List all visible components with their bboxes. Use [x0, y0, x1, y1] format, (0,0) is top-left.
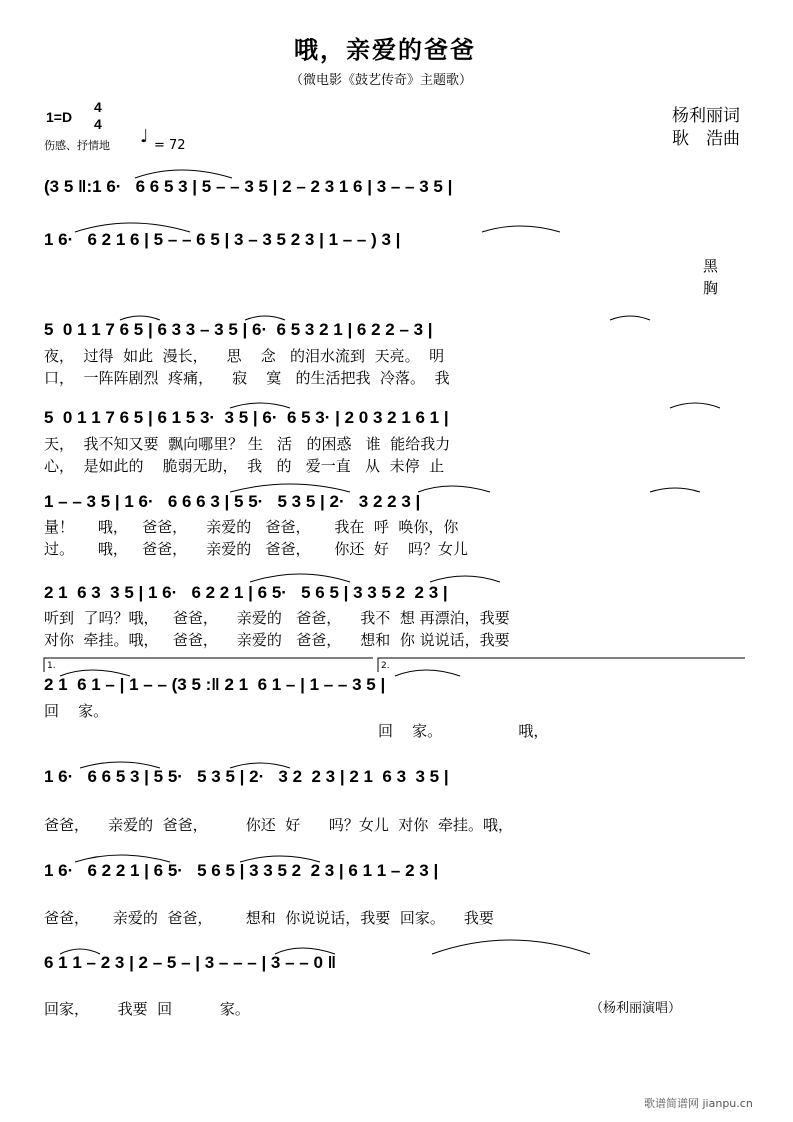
- notation-row: 1 6· 6 6 5 3 | 5 5· 5 3 5 | 2· 3 2 2 3 | 2 1 6 3 3 5 |: [44, 767, 449, 786]
- slur-mark: [610, 316, 650, 320]
- watermark: 歌谱简谱网 jianpu.cn: [644, 1097, 753, 1110]
- lyric-line: 心， 是如此的 脆弱无助， 我 的 爱一直 从 未停 止: [44, 457, 445, 475]
- lyric-line: 黑: [703, 257, 719, 275]
- slur-mark: [60, 949, 100, 954]
- lyric-line: 胸: [703, 279, 719, 297]
- expression-mark: 伤感、抒情地: [44, 139, 110, 152]
- notation-row: 2 1 6 3 3 5 | 1 6· 6 2 2 1 | 6 5· 5 6 5 | 3 3 5 2 2 3 |: [44, 583, 448, 602]
- slur-mark: [80, 762, 160, 768]
- lyric-line: 回家， 我要 回 家。: [44, 1000, 250, 1018]
- slur-mark: [75, 223, 190, 232]
- lyric-line: 爸爸， 亲爱的 爸爸， 你还 好 吗？女儿 对你 牵挂。哦，: [44, 816, 513, 834]
- slur-mark: [240, 856, 320, 862]
- slur-mark: [418, 486, 490, 492]
- slur-mark: [75, 855, 170, 862]
- meter-top: 4: [94, 99, 102, 115]
- slur-mark: [650, 488, 700, 492]
- notation-row: (3 5 ‖:1 6· 6 6 5 3 | 5 – – 3 5 | 2 – 2 3 1 6 | 3 – – 3 5 |: [44, 177, 453, 196]
- notation-row: 6 1 1 – 2 3 | 2 – 5 – | 3 – – – | 3 – – 0 ‖: [44, 953, 337, 972]
- volta-1-label: 1.: [47, 661, 56, 671]
- slur-mark: [250, 574, 350, 582]
- lyric-line: 回 家。 哦，: [378, 722, 549, 740]
- slur-mark: [60, 670, 130, 676]
- lyric-line: 量！ 哦， 爸爸， 亲爱的 爸爸， 我在 呼 唤你，你: [44, 518, 459, 536]
- slur-mark: [395, 670, 460, 676]
- quarter-note-icon: ♩: [140, 126, 149, 147]
- slur-mark: [670, 403, 720, 408]
- lyricist-credit: 杨利丽词: [672, 106, 740, 126]
- slur-mark: [120, 316, 160, 320]
- lyric-line: 天， 我不知又要 飘向哪里？ 生 活 的困惑 谁 能给我力: [44, 435, 451, 453]
- composer-credit: 耿 浩曲: [672, 129, 740, 149]
- notation-row: 5 0 1 1 7 6 5 | 6 1 5 3· 3 5 | 6· 6 5 3· | 2 0 3 2 1 6 1 |: [44, 408, 449, 427]
- notation-row: 1 – – 3 5 | 1 6· 6 6 6 3 | 5 5· 5 3 5 | 2· 3 2 2 3 |: [44, 492, 421, 511]
- lyric-line: 过。 哦， 爸爸， 亲爱的 爸爸， 你还 好 吗？女儿: [44, 540, 468, 558]
- lyric-line: 回 家。: [44, 702, 109, 720]
- notation-row: 1 6· 6 2 1 6 | 5 – – 6 5 | 3 – 3 5 2 3 | 1 – – ) 3 |: [44, 230, 401, 249]
- notation-row: 2 1 6 1 – | 1 – – (3 5 :‖ 2 1 6 1 – | 1 – – 3 5 |: [44, 675, 386, 694]
- song-subtitle: （微电影《鼓艺传奇》主题歌）: [290, 73, 473, 88]
- slur-mark: [230, 484, 350, 492]
- slur-mark: [230, 403, 290, 408]
- key-signature: 1=D: [46, 109, 73, 125]
- slur-mark: [135, 170, 232, 178]
- lyric-line: 爸爸， 亲爱的 爸爸， 想和 你说说话，我要 回家。 我要: [44, 909, 494, 927]
- lyric-line: 口， 一阵阵剧烈 疼痛， 寂 寞 的生活把我 冷落。 我: [44, 369, 450, 387]
- lyric-line: 夜， 过得 如此 漫长， 思 念 的泪水流到 天亮。 明: [44, 347, 445, 365]
- lyric-line: 对你 牵挂。哦， 爸爸， 亲爱的 爸爸， 想和 你 说说话，我要: [44, 631, 510, 649]
- notation-row: 1 6· 6 2 2 1 | 6 5· 5 6 5 | 3 3 5 2 2 3 | 6 1 1 – 2 3 |: [44, 861, 439, 880]
- slur-mark: [245, 316, 285, 320]
- notation-row: 5 0 1 1 7 6 5 | 6 3 3 – 3 5 | 6· 6 5 3 2 1 | 6 2 2 – 3 |: [44, 320, 433, 339]
- tempo-mark: = 72: [154, 138, 186, 153]
- slur-mark: [432, 940, 590, 954]
- song-title: 哦，亲爱的爸爸: [294, 36, 476, 64]
- volta-2-label: 2.: [381, 661, 390, 671]
- slur-mark: [275, 948, 335, 954]
- lyric-line: 听到 了吗？哦， 爸爸， 亲爱的 爸爸， 我不 想 再漂泊，我要: [44, 609, 510, 627]
- slur-mark: [430, 576, 500, 582]
- slur-mark: [230, 763, 290, 768]
- slur-mark: [482, 226, 560, 232]
- meter-bottom: 4: [94, 116, 102, 132]
- performer-credit: （杨利丽演唱）: [590, 1001, 682, 1016]
